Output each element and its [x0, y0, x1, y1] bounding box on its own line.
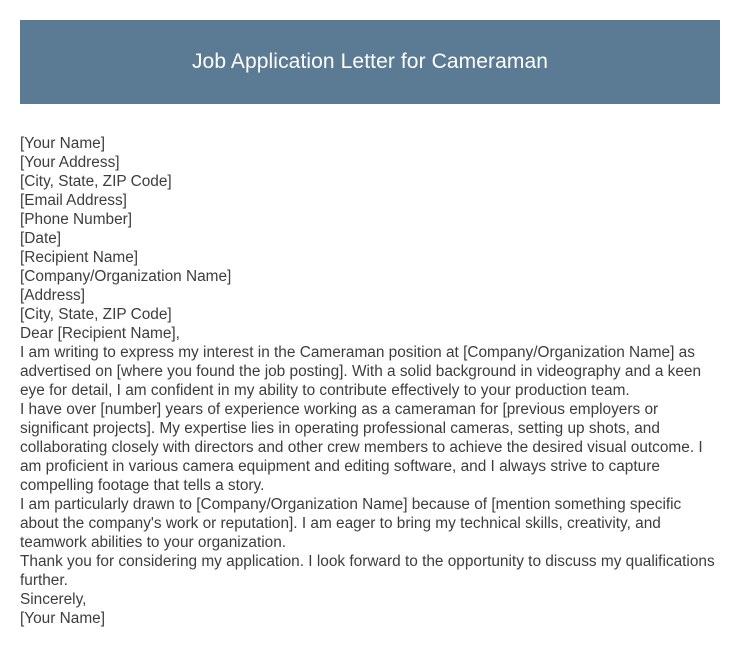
sender-phone: [Phone Number] [20, 211, 133, 228]
salutation: Dear [Recipient Name], [20, 325, 180, 342]
closing: Sincerely, [20, 591, 87, 608]
signature: [Your Name] [20, 610, 105, 627]
paragraph-experience: I have over [number] years of experience working as a cameraman for [previous employers or significant projects]. My expertise lies in operating professional cameras, setting up shots, and collaborating closely with directors and other crew members to achieve the desired visual outcome. I am proficient in various camera equipment and editing software, and I always strive to capture compelling footage that tells a story. [20, 401, 703, 494]
page-title: Job Application Letter for Cameraman [191, 50, 549, 73]
recipient-name: [Recipient Name] [20, 249, 139, 266]
recipient-address: [Address] [20, 287, 86, 304]
title-banner [20, 20, 720, 104]
paragraph-motivation: I am particularly drawn to [Company/Organization Name] because of [mention something specific about the company's work or reputation]. I am eager to bring my technical skills, creativity, and teamwork abilities to your organization. [20, 496, 682, 551]
sender-name: [Your Name] [20, 135, 105, 152]
sender-address: [Your Address] [20, 154, 120, 171]
paragraph-closing: Thank you for considering my application. I look forward to the opportunity to discuss my qualifications further. [20, 553, 715, 589]
letter-body [20, 134, 720, 628]
recipient-company: [Company/Organization Name] [20, 268, 232, 285]
letter-date: [Date] [20, 230, 62, 247]
recipient-city: [City, State, ZIP Code] [20, 306, 172, 323]
sender-city: [City, State, ZIP Code] [20, 173, 172, 190]
paragraph-intro: I am writing to express my interest in the Cameraman position at [Company/Organization Name] as advertised on [where you found the job posting]. With a solid background in videography and a keen eye for detail, I am confident in my ability to contribute effectively to your production team. [20, 344, 702, 399]
sender-email: [Email Address] [20, 192, 127, 209]
